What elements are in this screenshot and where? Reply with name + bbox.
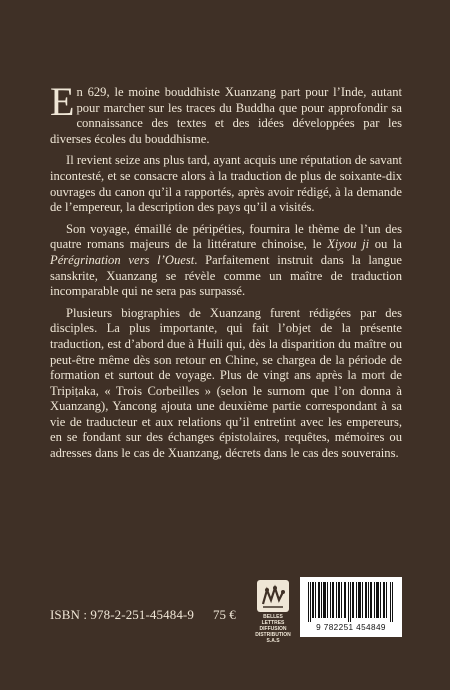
title-peregrination: Pérégrination vers l’Ouest xyxy=(50,252,195,267)
publisher-logo-icon xyxy=(257,580,289,612)
paragraph-1-text: n 629, le moine bouddhiste Xuanzang part pour l’Inde, autant pour marcher sur les traces du Buddha que pour approfondir sa connaissance des textes et des idées développées par les diverses écoles du bouddhisme. xyxy=(50,85,402,146)
logo-line-4: S.A.S xyxy=(266,638,280,644)
drop-cap: E xyxy=(50,79,75,124)
paragraph-2: Il revient seize ans plus tard, ayant acquis une réputation de savant incontesté, et se consacre alors à la traduction de plus de soixante-dix ouvrages du canon qu’il a rapportés, après avoir rédigé, à la demande de l’empereur, la description des pays qu’il a visités. xyxy=(50,153,402,215)
logo-line-1: BELLES LETTRES xyxy=(261,614,285,626)
isbn-text: ISBN : 978-2-251-45484-9 xyxy=(50,607,194,622)
title-xiyou-ji: Xiyou ji xyxy=(327,237,370,252)
barcode-digits: 9 782251 454849 xyxy=(316,623,386,632)
logo-line-2: DIFFUSION xyxy=(259,626,287,632)
paragraph-4: Plusieurs biographies de Xuanzang furent rédigées par des disciples. La plus importante, qui fait l’objet de la présente traduction, est d’abord due à Huili qui, dès la disparition du maître ou peut-être même dès son retour en Chine, se chargea de la période de formation et surtout de voyage. Plus de vingt ans après la mort de Tripiṭaka, « Trois Corbeilles » (selon le surnom que l’on donna à Xuanzang), Yancong ajouta une deuxième partie correspondant à sa vie de traducteur et aux relations qu’il entretint avec les empereurs, en se fondant sur des échanges épistolaires, requêtes, mémoires ou adresses dans le cas de Xuanzang, décrets dans le cas des souverains. xyxy=(50,305,402,461)
publisher-logo-text xyxy=(255,614,291,644)
paragraph-3-part-c: . Parfaitement instruit dans la langue sanskrite, Xuanzang se révèle comme un maître de traduction incomparable qui ne sera pas surpassé. xyxy=(50,252,402,299)
paragraph-3-part-a: Son voyage, émaillé de péripéties, fournira le thème de l’un des quatre romans majeurs de la littérature chinoise, le xyxy=(50,221,402,252)
blurb-text xyxy=(50,79,402,468)
barcode xyxy=(300,577,402,637)
paragraph-3-part-b: ou la xyxy=(369,237,402,252)
cover-footer xyxy=(0,580,450,644)
price-text: 75 € xyxy=(213,607,236,622)
paragraph-1 xyxy=(50,79,402,147)
publisher-logo xyxy=(255,580,291,644)
paragraph-3 xyxy=(50,222,402,300)
barcode-bars xyxy=(308,582,394,622)
logo-line-3: DISTRIBUTION xyxy=(255,632,291,638)
